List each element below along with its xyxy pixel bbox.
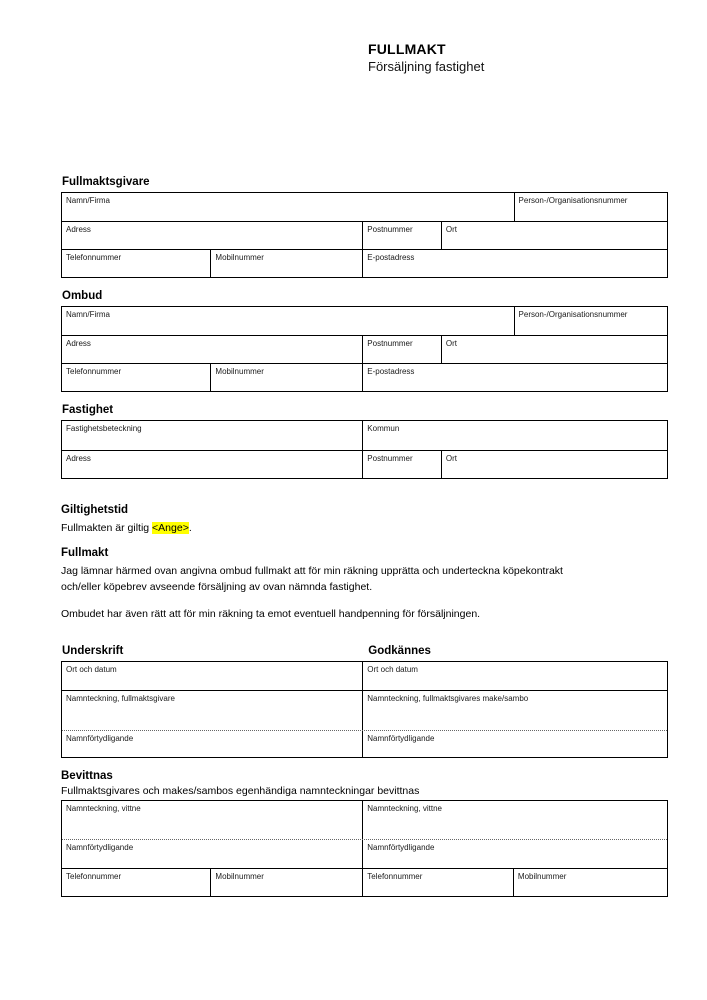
godkannes-field-namnteckning[interactable]: [363, 691, 667, 730]
section-heading-fullmakt: Fullmakt: [61, 547, 109, 559]
table-underskrift: [61, 661, 668, 758]
title-block: [368, 41, 484, 75]
underskrift-field-namnfortydligande[interactable]: [62, 731, 363, 757]
field-label: Mobilnummer: [215, 253, 264, 262]
fmg-field-mobilnummer[interactable]: [211, 250, 363, 277]
fmg-field-adress[interactable]: [62, 222, 363, 249]
field-label: Namn/Firma: [66, 196, 111, 205]
table-row: [62, 450, 667, 478]
vittne1-field-mobilnummer[interactable]: [211, 869, 363, 896]
field-label: Postnummer: [367, 454, 413, 463]
table-row: [62, 839, 667, 868]
field-label: Namnförtydligande: [66, 734, 134, 743]
field-label: Adress: [66, 339, 91, 348]
section-heading-ombud: Ombud: [62, 290, 103, 302]
ombud-field-epostadress[interactable]: [363, 364, 667, 391]
table-row: [62, 249, 667, 277]
fastighet-field-kommun[interactable]: [363, 421, 667, 450]
table-row: [62, 690, 667, 730]
section-fullmaktsgivare: [61, 175, 668, 278]
page-subtitle: Försäljning fastighet: [368, 59, 485, 74]
section-fullmakt: [61, 546, 668, 622]
ange-placeholder[interactable]: <Ange>: [152, 522, 189, 534]
godkannes-field-namnfortydligande[interactable]: [363, 731, 667, 757]
table-row: [62, 307, 667, 335]
field-label: Namnförtydligande: [66, 843, 134, 852]
field-label: Ort och datum: [367, 665, 418, 674]
field-label: Person-/Organisationsnummer: [518, 310, 628, 319]
table-bevittnas: [61, 800, 668, 897]
fastighet-field-postnummer[interactable]: [363, 451, 442, 478]
paragraph-line: och/eller köpebrev avseende försäljning av ovan nämnda fastighet.: [61, 581, 373, 593]
ombud-field-telefonnummer[interactable]: [62, 364, 211, 391]
fullmakt-paragraph-2: Ombudet har även rätt att för min räkning ta emot eventuell handpenning för försäljningen.: [61, 608, 481, 620]
field-label: Namnteckning, vittne: [66, 804, 141, 813]
ombud-field-mobilnummer[interactable]: [211, 364, 363, 391]
field-label: Namnförtydligande: [367, 734, 435, 743]
vittne1-field-telefonnummer[interactable]: [62, 869, 211, 896]
field-label: Postnummer: [367, 339, 413, 348]
vittne1-field-namnteckning[interactable]: [62, 801, 363, 839]
section-heading-fullmaktsgivare: Fullmaktsgivare: [62, 176, 150, 188]
fullmakt-paragraph-1: [61, 563, 668, 595]
field-label: Adress: [66, 225, 91, 234]
section-bevittnas: [61, 769, 668, 897]
ombud-field-person-org[interactable]: [515, 307, 667, 335]
vittne2-field-namnteckning[interactable]: [363, 801, 667, 839]
ombud-field-postnummer[interactable]: [363, 336, 442, 363]
field-label: Ort: [445, 339, 458, 348]
ombud-field-namn-firma[interactable]: [62, 307, 515, 335]
field-label: Mobilnummer: [517, 872, 567, 881]
field-label: Mobilnummer: [215, 872, 264, 881]
table-row: [62, 730, 667, 757]
giltighetstid-text: Fullmakten är giltig: [61, 522, 153, 534]
section-heading-godkannes: Godkännes: [368, 645, 431, 657]
section-heading-underskrift: Underskrift: [62, 645, 124, 657]
vittne1-field-namnfortydligande[interactable]: [62, 840, 363, 868]
table-fullmaktsgivare: [61, 192, 668, 278]
section-ombud: [61, 289, 668, 392]
field-label: Adress: [66, 454, 91, 463]
vittne2-field-telefonnummer[interactable]: [363, 869, 514, 896]
vittne2-field-namnfortydligande[interactable]: [363, 840, 667, 868]
field-label: Namnteckning, fullmaktsgivare: [66, 694, 175, 703]
table-row: [62, 221, 667, 249]
godkannes-field-ort-datum[interactable]: [363, 662, 667, 690]
page-title: FULLMAKT: [368, 41, 446, 57]
fmg-field-epostadress[interactable]: [363, 250, 667, 277]
field-label: Telefonnummer: [367, 872, 423, 881]
field-label: Ort: [445, 225, 458, 234]
fmg-field-ort[interactable]: [442, 222, 667, 249]
ombud-field-ort[interactable]: [442, 336, 667, 363]
field-label: Namnförtydligande: [367, 843, 435, 852]
table-row: [62, 662, 667, 690]
table-row: [62, 363, 667, 391]
field-label: Telefonnummer: [66, 253, 122, 262]
vittne2-field-mobilnummer[interactable]: [514, 869, 667, 896]
section-heading-bevittnas: Bevittnas: [61, 770, 113, 782]
fmg-field-postnummer[interactable]: [363, 222, 442, 249]
table-fastighet: [61, 420, 668, 479]
field-label: Telefonnummer: [66, 872, 122, 881]
section-giltighetstid: [61, 503, 668, 536]
field-label: Fastighetsbeteckning: [66, 424, 142, 433]
table-ombud: [61, 306, 668, 392]
underskrift-field-ort-datum[interactable]: [62, 662, 363, 690]
field-label: Telefonnummer: [66, 367, 122, 376]
fmg-field-person-org[interactable]: [515, 193, 667, 221]
field-label: Postnummer: [367, 225, 413, 234]
field-label: E-postadress: [367, 253, 415, 262]
field-label: Ort och datum: [66, 665, 117, 674]
field-label: Namnteckning, vittne: [367, 804, 442, 813]
fmg-field-namn-firma[interactable]: [62, 193, 515, 221]
fmg-field-telefonnummer[interactable]: [62, 250, 211, 277]
fastighet-field-ort[interactable]: [442, 451, 667, 478]
fastighet-field-beteckning[interactable]: [62, 421, 363, 450]
field-label: Namn/Firma: [66, 310, 111, 319]
ombud-field-adress[interactable]: [62, 336, 363, 363]
field-label: Kommun: [367, 424, 400, 433]
giltighetstid-sentence: [61, 520, 668, 536]
paragraph-line: Jag lämnar härmed ovan angivna ombud fullmakt att för min räkning upprätta och underteckna köpekontrakt: [61, 565, 563, 577]
field-label: Person-/Organisationsnummer: [518, 196, 628, 205]
table-row: [62, 421, 667, 450]
giltighetstid-period: .: [188, 522, 192, 534]
underskrift-field-namnteckning[interactable]: [62, 691, 363, 730]
field-label: Mobilnummer: [215, 367, 264, 376]
section-fastighet: [61, 403, 668, 479]
bevittnas-subtext: Fullmaktsgivares och makes/sambos egenhändiga namnteckningar bevittnas: [61, 785, 420, 797]
field-label: Namnteckning, fullmaktsgivares make/sambo: [367, 694, 529, 703]
field-label: E-postadress: [367, 367, 415, 376]
section-underskrift: [61, 644, 668, 758]
fastighet-field-adress[interactable]: [62, 451, 363, 478]
table-row: [62, 193, 667, 221]
table-row: [62, 335, 667, 363]
section-heading-fastighet: Fastighet: [62, 404, 114, 416]
table-row: [62, 801, 667, 839]
table-row: [62, 868, 667, 896]
field-label: Ort: [445, 454, 458, 463]
section-heading-giltighetstid: Giltighetstid: [61, 504, 129, 516]
